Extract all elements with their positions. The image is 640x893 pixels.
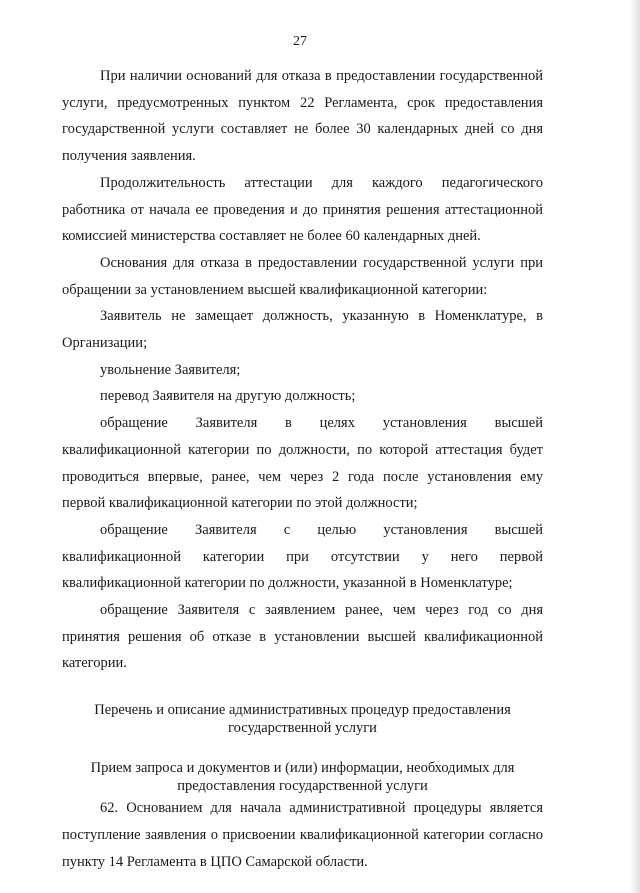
subsection-heading — [62, 759, 543, 795]
section-heading-line-1: Перечень и описание административных процедур предоставления — [94, 702, 511, 719]
list-item-early-application: обращение Заявителя в целях установления высшей квалификационной категории по должности, по которой аттестация будет проводиться впервые, ранее, чем через 2 года после установления ему первой квалификационной категории по этой должности; — [62, 415, 543, 512]
subsection-heading-line-2: предоставления государственной услуги — [177, 778, 428, 795]
list-item-dismissal: увольнение Заявителя; — [100, 361, 241, 378]
scan-edge-shadow — [630, 0, 640, 893]
subsection-heading-line-1: Прием запроса и документов и (или) информации, необходимых для — [90, 760, 515, 777]
paragraph-attestation-duration: Продолжительность аттестации для каждого педагогического работника от начала ее проведения и до принятия решения аттестационной комиссией министерства составляет не более 60 календарных дней. — [62, 174, 543, 245]
paragraph-refusal-term: При наличии оснований для отказа в предоставлении государственной услуги, предусмотренных пунктом 22 Регламента, срок предоставления государственной услуги составляет не более 30 календарных дней со дня получения заявления. — [62, 68, 543, 165]
list-item-repeat-application: обращение Заявителя с заявлением ранее, чем через год со дня принятия решения об отказе в установлении высшей квалификационной категории. — [62, 602, 543, 672]
paragraph-62: 62. Основанием для начала административной процедуры является поступление заявления о присвоении квалификационной категории согласно пункту 14 Регламента в ЦПО Самарской области. — [62, 800, 543, 870]
section-heading-line-2: государственной услуги — [228, 720, 377, 737]
page-number: 27 — [293, 34, 307, 49]
paragraph-refusal-grounds-intro: Основания для отказа в предоставлении государственной услуги при обращении за установлением высшей квалификационной категории: — [62, 254, 543, 298]
list-item-no-first-category: обращение Заявителя с целью установления высшей квалификационной категории при отсутствии у него первой квалификационной категории по должности, указанной в Номенклатуре; — [62, 521, 543, 592]
document-body — [62, 63, 543, 875]
section-heading — [62, 701, 543, 737]
list-item-not-in-position: Заявитель не замещает должность, указанную в Номенклатуре, в Организации; — [62, 308, 543, 352]
list-item-transfer: перевод Заявителя на другую должность; — [100, 388, 356, 405]
